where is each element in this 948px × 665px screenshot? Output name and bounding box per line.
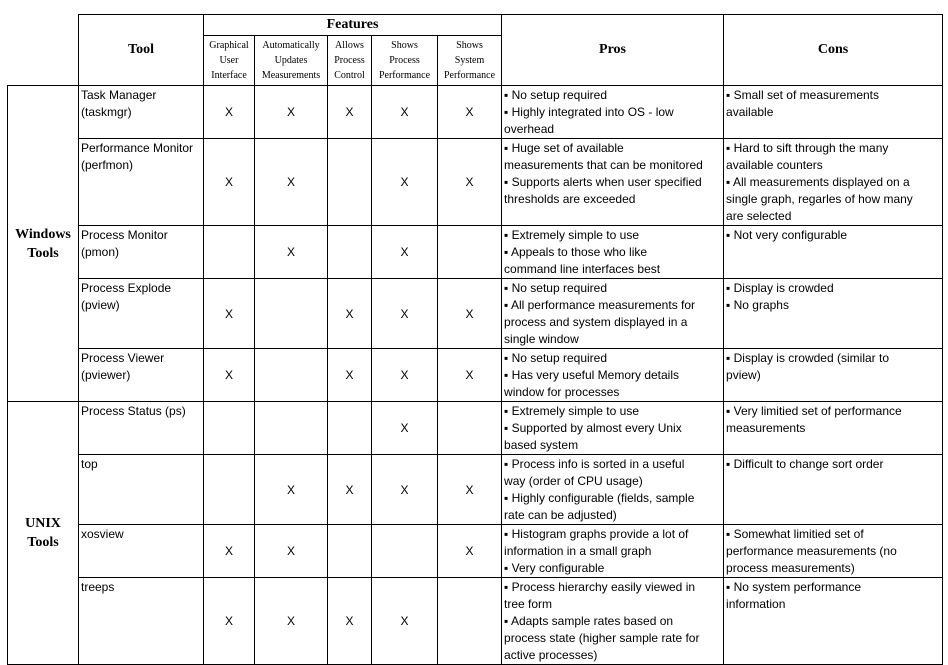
header-feature-line: System (454, 55, 485, 66)
pros-cell (502, 226, 724, 279)
pros-cell-line: based system (504, 438, 579, 452)
tool-cell-line: Task Manager (81, 88, 157, 102)
pros-cell (502, 402, 724, 455)
pros-cell-line: measurements that can be monitored (504, 158, 703, 172)
header-feature-line: Process (334, 55, 365, 66)
feature-cell-1: X (255, 86, 328, 139)
pros-cell-line: rate can be adjusted) (504, 508, 617, 522)
tool-cell-line: Process Viewer (81, 351, 165, 365)
table-row (8, 578, 943, 665)
pros-cell-line: ▪ Highly configurable (fields, sample (504, 491, 695, 505)
header-feature-line: Process (389, 55, 420, 66)
tool-cell (79, 279, 204, 349)
pros-cell-line: ▪ No setup required (504, 88, 608, 102)
tool-cell-line: (taskmgr) (81, 105, 132, 119)
cons-cell (724, 226, 943, 279)
feature-cell-1: X (255, 525, 328, 578)
pros-cell-line: ▪ Highly integrated into OS - low (504, 105, 674, 119)
cons-cell-line: ▪ Display is crowded (726, 281, 834, 295)
feature-cell-2 (328, 226, 372, 279)
pros-cell-line: ▪ Very configurable (504, 561, 605, 575)
feature-cell-4 (438, 578, 502, 665)
feature-cell-1 (255, 402, 328, 455)
group-label-line: UNIX (25, 516, 61, 531)
header-feature-line: Performance (378, 70, 431, 81)
pros-cell (502, 455, 724, 525)
header-feature-line: Shows (391, 40, 418, 51)
tool-cell (79, 525, 204, 578)
header-pros: Pros (502, 15, 724, 86)
corner-blank (8, 15, 79, 86)
feature-cell-1: X (255, 578, 328, 665)
feature-cell-2: X (328, 578, 372, 665)
tool-cell-line: (pview) (81, 298, 120, 312)
feature-cell-4 (438, 226, 502, 279)
feature-cell-0 (204, 402, 255, 455)
cons-cell-line: performance measurements (no (726, 544, 897, 558)
tool-cell-line: Performance Monitor (81, 141, 194, 155)
feature-cell-1: X (255, 139, 328, 226)
table-row (8, 226, 943, 279)
feature-cell-4: X (438, 525, 502, 578)
feature-cell-3: X (372, 279, 438, 349)
cons-cell (724, 349, 943, 402)
pros-cell-line: ▪ No setup required (504, 281, 608, 295)
feature-cell-2: X (328, 86, 372, 139)
feature-cell-2: X (328, 349, 372, 402)
table-row (8, 349, 943, 402)
tool-cell (79, 139, 204, 226)
feature-cell-0: X (204, 349, 255, 402)
cons-cell (724, 578, 943, 665)
pros-cell-line: ▪ Extremely simple to use (504, 404, 639, 418)
feature-cell-1 (255, 349, 328, 402)
tool-cell (79, 86, 204, 139)
feature-cell-0: X (204, 86, 255, 139)
table-row (8, 279, 943, 349)
header-feature-line: Performance (443, 70, 496, 81)
feature-cell-3: X (372, 226, 438, 279)
pros-cell (502, 349, 724, 402)
cons-cell-line: ▪ Difficult to change sort order (726, 457, 884, 471)
header-feature-line: Graphical (209, 40, 249, 51)
pros-cell-line: ▪ Has very useful Memory details (504, 368, 680, 382)
feature-cell-3: X (372, 578, 438, 665)
cons-cell-line: process measurements) (726, 561, 855, 575)
feature-cell-2 (328, 402, 372, 455)
comparison-table (7, 14, 943, 665)
feature-cell-4: X (438, 139, 502, 226)
cons-cell (724, 139, 943, 226)
feature-cell-4: X (438, 279, 502, 349)
pros-cell-line: ▪ Process hierarchy easily viewed in (504, 580, 696, 594)
feature-cell-0 (204, 455, 255, 525)
cons-cell (724, 86, 943, 139)
feature-cell-3: X (372, 86, 438, 139)
tool-cell (79, 455, 204, 525)
cons-cell (724, 402, 943, 455)
cons-cell-line: ▪ No system performance (726, 580, 861, 594)
tool-cell-line: xosview (81, 527, 124, 541)
header-feature-3 (372, 36, 438, 86)
feature-cell-1: X (255, 226, 328, 279)
header-feature-1 (255, 36, 328, 86)
header-feature-0 (204, 36, 255, 86)
feature-cell-1: X (255, 455, 328, 525)
feature-cell-0 (204, 226, 255, 279)
pros-cell-line: ▪ Extremely simple to use (504, 228, 639, 242)
tool-cell-line: Process Monitor (81, 228, 168, 242)
tool-cell-line: (pviewer) (81, 368, 131, 382)
cons-cell-line: ▪ Display is crowded (similar to (726, 351, 889, 365)
feature-cell-2: X (328, 455, 372, 525)
header-feature-4 (438, 36, 502, 86)
tool-cell-line: (perfmon) (81, 158, 134, 172)
feature-cell-3: X (372, 455, 438, 525)
header-feature-line: User (219, 55, 239, 66)
pros-cell-line: tree form (504, 597, 553, 611)
feature-cell-3: X (372, 349, 438, 402)
pros-cell-line: command line interfaces best (504, 262, 661, 276)
pros-cell (502, 279, 724, 349)
cons-cell-line: ▪ Somewhat limitied set of (726, 527, 864, 541)
header-cons: Cons (724, 15, 943, 86)
cons-cell-line: single graph, regarles of how many (726, 192, 913, 206)
header-feature-line: Shows (456, 40, 483, 51)
feature-cell-2 (328, 139, 372, 226)
feature-cell-0: X (204, 578, 255, 665)
feature-cell-3: X (372, 402, 438, 455)
group-label (8, 86, 79, 402)
pros-cell-line: ▪ Huge set of available (504, 141, 624, 155)
tool-cell (79, 226, 204, 279)
pros-cell-line: overhead (504, 122, 555, 136)
pros-cell (502, 86, 724, 139)
feature-cell-0: X (204, 139, 255, 226)
pros-cell-line: process and system displayed in a (504, 315, 688, 329)
feature-cell-2 (328, 525, 372, 578)
cons-cell-line: available counters (726, 158, 823, 172)
tool-cell-line: treeps (81, 580, 115, 594)
table-row (8, 139, 943, 226)
tool-cell (79, 578, 204, 665)
feature-cell-2: X (328, 279, 372, 349)
pros-cell-line: way (order of CPU usage) (504, 474, 643, 488)
pros-cell-line: information in a small graph (504, 544, 652, 558)
pros-cell-line: window for processes (504, 385, 620, 399)
tool-cell-line: top (81, 457, 98, 471)
feature-cell-3 (372, 525, 438, 578)
cons-cell-line: measurements (726, 421, 806, 435)
feature-cell-4 (438, 402, 502, 455)
pros-cell-line: ▪ Supported by almost every Unix (504, 421, 682, 435)
pros-cell-line: ▪ Process info is sorted in a useful (504, 457, 685, 471)
pros-cell-line: thresholds are exceeded (504, 192, 636, 206)
table-row (8, 525, 943, 578)
cons-cell (724, 455, 943, 525)
group-label-line: Tools (27, 535, 59, 550)
table-row (8, 455, 943, 525)
pros-cell (502, 139, 724, 226)
tool-cell-line: Process Status (ps) (81, 404, 186, 418)
header-feature-line: Allows (335, 40, 364, 51)
feature-cell-4: X (438, 86, 502, 139)
feature-cell-1 (255, 279, 328, 349)
table-row (8, 86, 943, 139)
pros-cell (502, 578, 724, 665)
tool-cell (79, 349, 204, 402)
cons-cell-line: ▪ No graphs (726, 298, 789, 312)
cons-cell-line: ▪ Hard to sift through the many (726, 141, 889, 155)
feature-cell-0: X (204, 525, 255, 578)
header-feature-2 (328, 36, 372, 86)
cons-cell-line: available (726, 105, 774, 119)
group-label (8, 402, 79, 665)
pros-cell-line: process state (higher sample rate for (504, 631, 700, 645)
cons-cell (724, 525, 943, 578)
header-feature-line: Measurements (261, 70, 321, 81)
feature-cell-0: X (204, 279, 255, 349)
feature-cell-4: X (438, 349, 502, 402)
pros-cell-line: single window (504, 332, 579, 346)
tool-cell (79, 402, 204, 455)
table-row (8, 402, 943, 455)
cons-cell-line: pview) (726, 368, 761, 382)
cons-cell-line: ▪ Not very configurable (726, 228, 848, 242)
pros-cell-line: ▪ Appeals to those who like (504, 245, 648, 259)
pros-cell-line: ▪ Histogram graphs provide a lot of (504, 527, 689, 541)
pros-cell (502, 525, 724, 578)
header-feature-line: Automatically (262, 40, 320, 51)
cons-cell (724, 279, 943, 349)
feature-cell-3: X (372, 139, 438, 226)
header-tool: Tool (79, 15, 204, 86)
header-features: Features (204, 15, 502, 36)
group-label-line: Tools (27, 245, 59, 261)
cons-cell-line: ▪ Very limitied set of performance (726, 404, 902, 418)
pros-cell-line: active processes) (504, 648, 598, 662)
pros-cell-line: ▪ Adapts sample rates based on (504, 614, 674, 628)
cons-cell-line: ▪ Small set of measurements (726, 88, 880, 102)
pros-cell-line: ▪ Supports alerts when user specified (504, 175, 702, 189)
group-label-line: Windows (15, 226, 71, 242)
header-feature-line: Control (334, 70, 365, 81)
tool-cell-line: Process Explode (81, 281, 172, 295)
cons-cell-line: are selected (726, 209, 792, 223)
header-feature-line: Updates (274, 55, 308, 66)
cons-cell-line: ▪ All measurements displayed on a (726, 175, 910, 189)
header-feature-line: Interface (211, 70, 247, 81)
pros-cell-line: ▪ All performance measurements for (504, 298, 696, 312)
pros-cell-line: ▪ No setup required (504, 351, 608, 365)
feature-cell-4: X (438, 455, 502, 525)
tool-cell-line: (pmon) (81, 245, 120, 259)
cons-cell-line: information (726, 597, 786, 611)
